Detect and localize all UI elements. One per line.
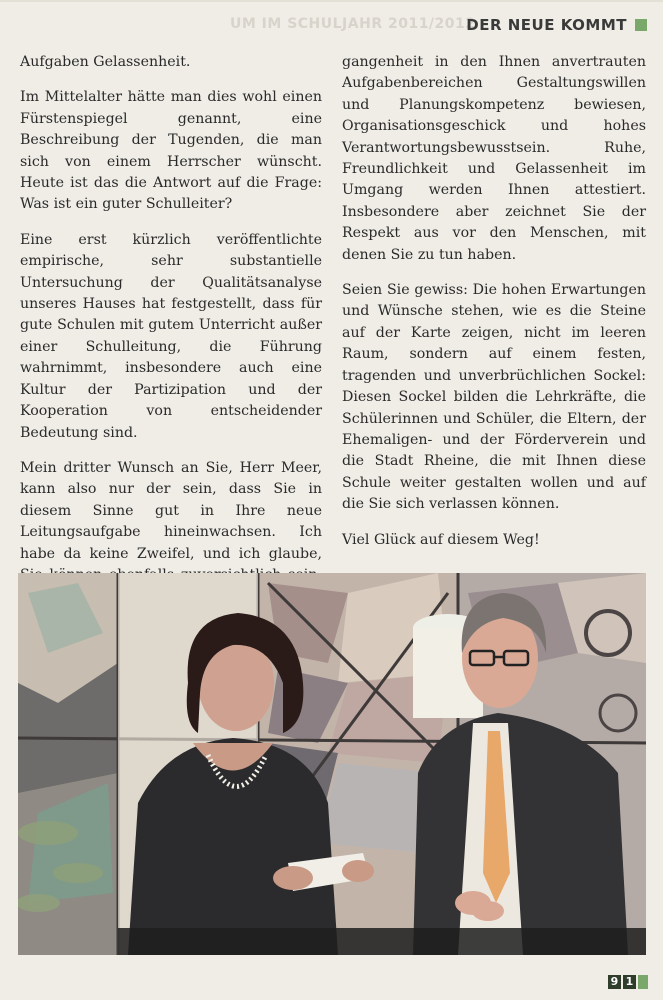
paragraph: Seien Sie gewiss: Die hohen Erwartungen und Wünsche stehen, wie es die Steine auf der Karte zeigen, nicht im leeren Raum, sondern auf einem festen, tragenden und unverbrüchlichen Sockel: Diesen Sockel bilden die Lehrkräfte, die Schülerinnen und Schüler, die Eltern, der Ehemaligen- und der Förderverein und die Stadt Rheine, die mit Ihnen diese Schule weiter gestalten wollen und auf die Sie sich verlassen können. (342, 282, 646, 513)
section-title: DER NEUE KOMMT (466, 16, 627, 34)
paragraph: Viel Glück auf diesem Weg! (342, 531, 540, 548)
page-digit: 9 (608, 975, 621, 989)
green-square-icon (635, 19, 647, 31)
paragraph: gangenheit in den Ihnen anvertrauten Aufgabenbereichen Gestaltungswillen und Planungskompetenz bewiesen, Organisationsgeschick und hohes Verantwortungsbewusstsein. Ruhe, Freundlichkeit und Gelassenheit im Umgang werden Ihnen attestiert. Insbesondere aber zeichnet Sie der Respekt aus vor den Menschen, mit denen Sie zu tun haben. (342, 54, 646, 263)
section-header (466, 16, 647, 34)
show-through-text: UM IM SCHULJAHR 2011/2012 (230, 16, 476, 32)
paragraph: Eine erst kürzlich veröffentlichte empirische, sehr substantielle Untersuchung der Qualitätsanalyse unseres Hauses hat festgestellt, dass für gute Schulen mit gutem Unterricht außer einer Schulleitung, die Führung wahrnimmt, insbesondere auch eine Kultur der Partizipation und der Kooperation von entscheidender Bedeutung sind. (20, 231, 322, 441)
green-tab-icon (638, 975, 648, 989)
paragraph: Aufgaben Gelassenheit. (20, 54, 191, 70)
paragraph: Mein dritter Wunsch an Sie, Herr Meer, kann also nur der sein, dass Sie in diesem Sinne gut in Ihre neue Leitungsaufgabe hineinwachsen. Ich habe da keine Zweifel, und ich glaube, (20, 459, 322, 562)
right-column (342, 52, 646, 565)
left-column (20, 52, 322, 622)
page-number (608, 975, 648, 989)
paragraph: Im Mittelalter hätte man dies wohl einen Fürstenspiegel genannt, eine Beschreibung der Tugenden, die man sich von einem Herrscher wünscht. Heute ist das die Antwort auf die Frage: Was ist ein guter Schulleiter? (20, 89, 322, 213)
event-photo (18, 573, 646, 955)
header-rule (0, 0, 663, 2)
page-digit: 1 (623, 975, 636, 989)
